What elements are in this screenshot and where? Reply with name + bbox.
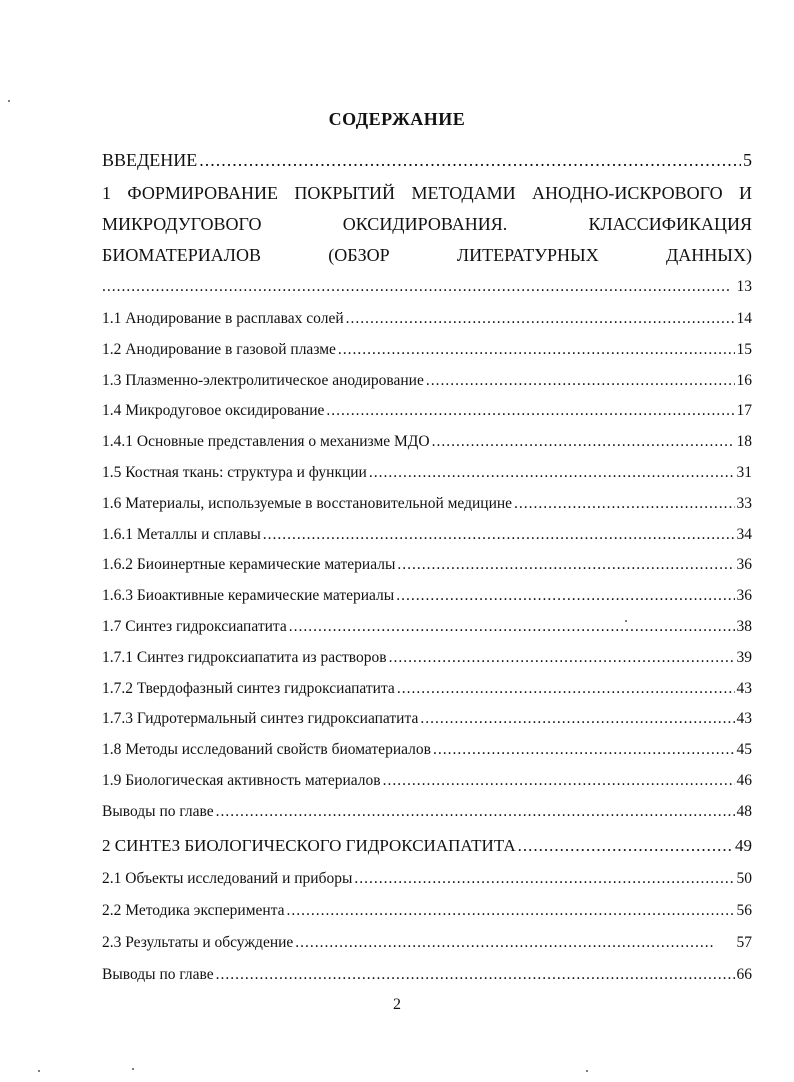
toc-page: 36	[736, 587, 752, 605]
toc-page: 56	[736, 902, 752, 919]
chapter1-line3	[102, 245, 752, 266]
toc-page: 5	[743, 150, 752, 170]
toc-page: 17	[736, 402, 752, 420]
toc-entry	[102, 372, 752, 403]
toc-page: 31	[736, 463, 752, 481]
toc-dots	[102, 278, 729, 296]
toc-entry	[102, 310, 752, 341]
toc-entry	[102, 902, 752, 934]
scan-speck	[8, 100, 10, 102]
toc-entry	[102, 341, 752, 372]
toc-page: 50	[736, 870, 752, 887]
toc-label: 1.6 Материалы, используемые в восстановительной медицине	[102, 494, 513, 512]
toc-entry	[102, 772, 752, 803]
toc-page: 49	[735, 836, 752, 855]
toc-entry	[102, 464, 752, 495]
toc-page: 39	[736, 648, 752, 666]
word: КЛАССИФИКАЦИЯ	[588, 214, 752, 234]
toc-entry	[102, 680, 752, 711]
toc-label: Выводы по главе	[102, 802, 214, 820]
page-title: СОДЕРЖАНИЕ	[328, 109, 466, 129]
chapter1-line1	[102, 183, 752, 204]
toc-intro	[102, 150, 752, 171]
toc-label: 2.3 Результаты и обсуждение	[102, 934, 294, 951]
toc-page: 33	[736, 494, 752, 512]
toc-label: 1.7.3 Гидротермальный синтез гидроксиапатита	[102, 710, 419, 728]
toc-label: 1.6.1 Металлы и сплавы	[102, 525, 261, 543]
toc-dots	[199, 150, 741, 171]
toc-label: ВВЕДЕНИЕ	[102, 150, 198, 170]
toc-page: 15	[736, 340, 752, 358]
toc-entry	[102, 649, 752, 680]
toc-label: 1.6.3 Биоактивные керамические материалы	[102, 587, 395, 605]
toc-page: 57	[736, 934, 752, 951]
toc-page: 36	[736, 556, 752, 574]
toc-section-list	[102, 310, 752, 834]
word: ОКСИДИРОВАНИЯ.	[342, 214, 508, 234]
toc-page: 38	[736, 617, 752, 635]
word: ЛИТЕРАТУРНЫХ	[456, 245, 599, 265]
toc-entry	[102, 495, 752, 526]
toc-entry	[102, 870, 752, 902]
toc-entry	[102, 966, 752, 998]
toc-page: 16	[736, 371, 752, 389]
toc-entry	[102, 618, 752, 649]
toc-label: 1.3 Плазменно-электролитическое анодирование	[102, 371, 424, 389]
toc-label: 1.4 Микродуговое оксидирование	[102, 402, 325, 420]
toc-entry	[102, 587, 752, 618]
word: (ОБЗОР	[328, 245, 390, 265]
word: МЕТОДАМИ	[411, 183, 516, 203]
chapter1-line2	[102, 214, 752, 235]
word: МИКРОДУГОВОГО	[102, 214, 262, 234]
toc-entry	[102, 433, 752, 464]
toc-label: 2.2 Методика эксперимента	[102, 902, 285, 919]
toc-label: 1.8 Методы исследований свойств биоматериалов	[102, 741, 431, 759]
toc-entry	[102, 526, 752, 557]
toc-label: 1.9 Биологическая активность материалов	[102, 771, 381, 789]
toc-entry	[102, 934, 752, 966]
toc-label: 1.6.2 Биоинертные керамические материалы	[102, 556, 396, 574]
toc-label: 1.1 Анодирование в расплавах солей	[102, 310, 344, 327]
toc-chapter2	[102, 836, 752, 856]
toc-page: 48	[736, 802, 752, 820]
word: И	[738, 183, 752, 203]
scan-speck	[586, 1070, 588, 1072]
toc-page: 43	[736, 679, 752, 697]
toc-entry	[102, 402, 752, 433]
scan-speck	[38, 1070, 40, 1072]
toc-page: 46	[736, 771, 752, 789]
toc-page: 45	[736, 741, 752, 759]
word: ПОКРЫТИЙ	[294, 183, 396, 203]
toc-entry	[102, 710, 752, 741]
scan-speck	[625, 620, 627, 622]
toc-entry	[102, 556, 752, 587]
toc-page: 18	[736, 433, 752, 451]
word: ДАННЫХ)	[666, 245, 752, 265]
toc-entry	[102, 741, 752, 772]
toc-label: 1.7 Синтез гидроксиапатита	[102, 617, 287, 635]
toc-page: 43	[736, 710, 752, 728]
toc-dots	[518, 836, 733, 856]
toc-page: 14	[736, 310, 752, 327]
toc-chapter1-page	[102, 278, 752, 296]
word: БИОМАТЕРИАЛОВ	[102, 245, 261, 265]
page-number: 2	[393, 996, 401, 1013]
toc-label: 1.7.2 Твердофазный синтез гидроксиапатита	[102, 679, 395, 697]
word: 1	[102, 183, 111, 203]
toc-label: 2.1 Объекты исследований и приборы	[102, 870, 353, 887]
toc-label: 1.4.1 Основные представления о механизме МДО	[102, 433, 430, 451]
toc-page: 66	[736, 966, 752, 983]
toc-page: 34	[736, 525, 752, 543]
word: ФОРМИРОВАНИЕ	[127, 183, 278, 203]
toc-label: 1.7.1 Синтез гидроксиапатита из растворов	[102, 648, 387, 666]
toc-entry	[102, 803, 752, 834]
word: АНОДНО-ИСКРОВОГО	[532, 183, 723, 203]
toc-label: Выводы по главе	[102, 966, 214, 983]
scan-speck	[132, 1068, 134, 1070]
toc-section-list-2	[102, 870, 752, 998]
toc-label: 1.2 Анодирование в газовой плазме	[102, 340, 336, 358]
toc-label: 1.5 Костная ткань: структура и функции	[102, 463, 367, 481]
toc-label: 2 СИНТЕЗ БИОЛОГИЧЕСКОГО ГИДРОКСИАПАТИТА	[102, 836, 516, 855]
toc-page: 13	[736, 278, 752, 295]
